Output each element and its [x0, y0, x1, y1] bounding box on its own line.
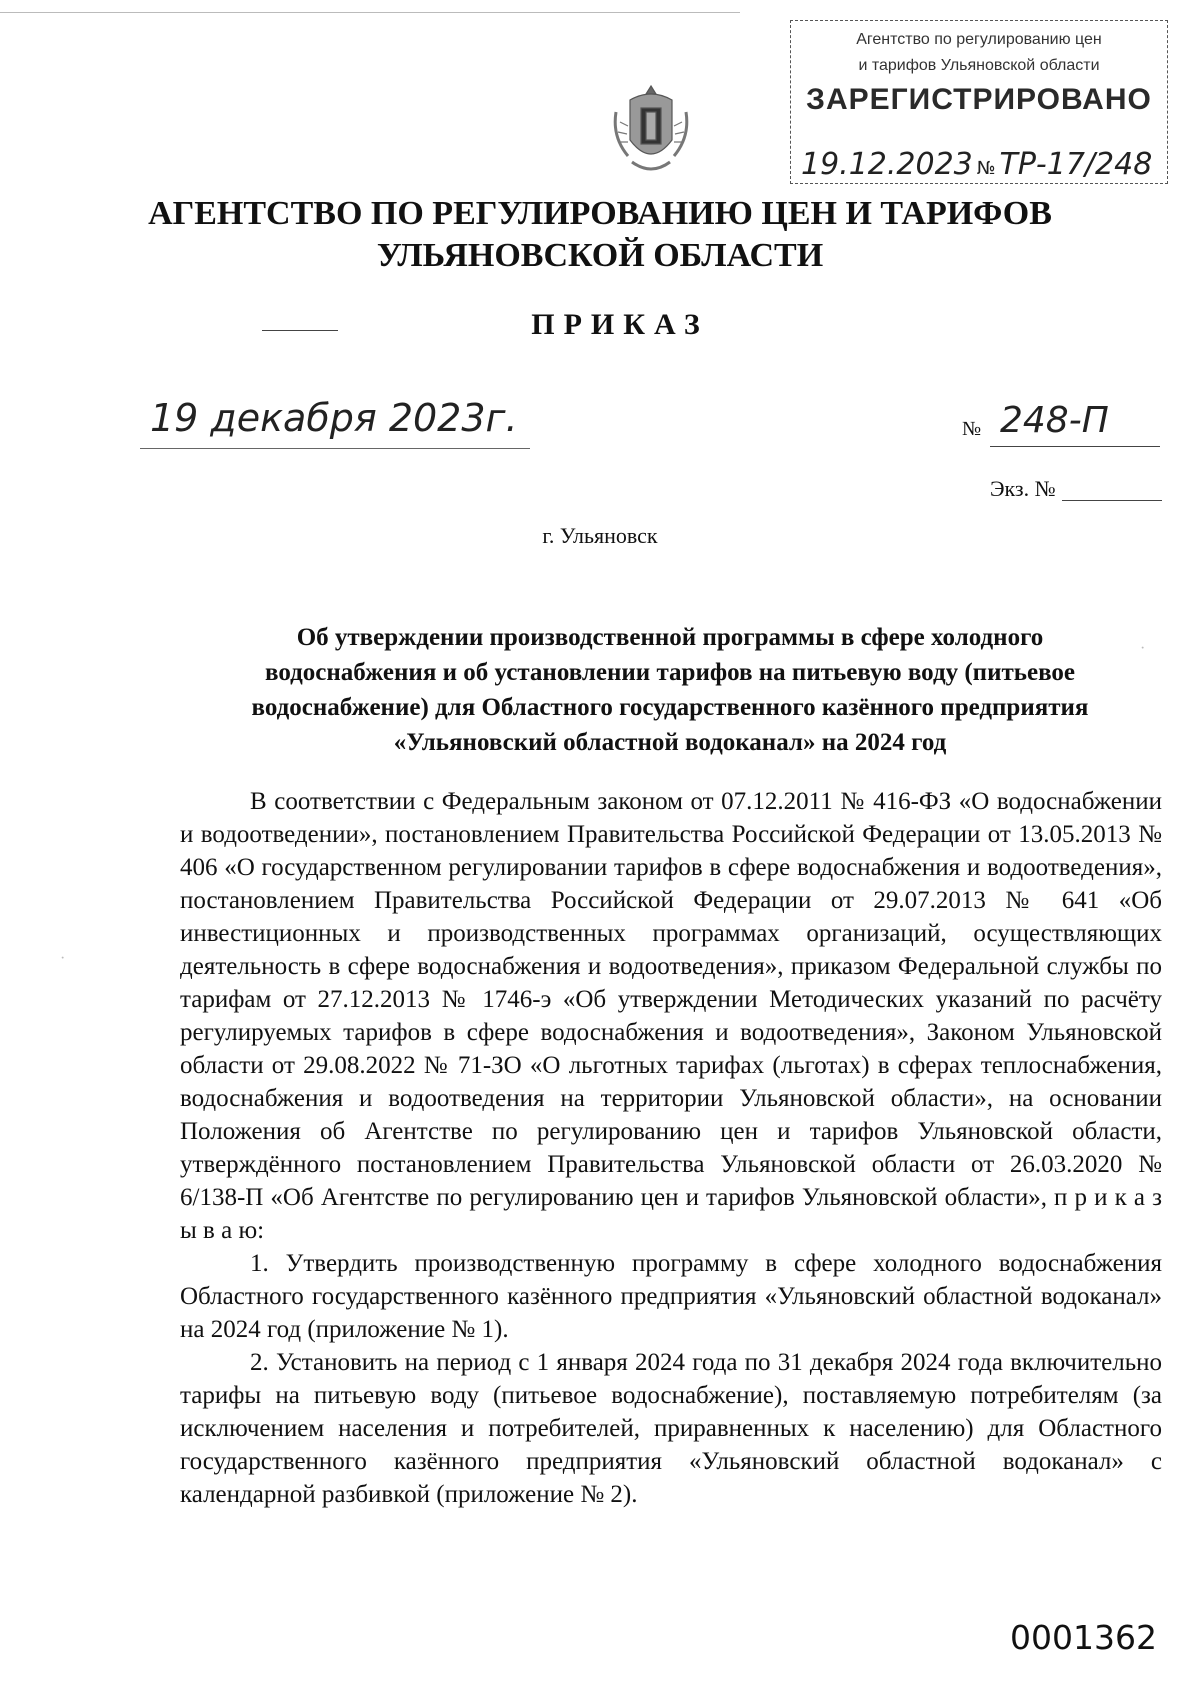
- registration-stamp: [790, 20, 1168, 184]
- stamp-agency-line1: Агентство по регулированию цен: [856, 31, 1102, 48]
- order-number-line: [990, 446, 1160, 447]
- stamp-date: 19.12.2023: [801, 147, 973, 182]
- scan-edge-line: [0, 12, 740, 13]
- document-type: ПРИКАЗ: [531, 308, 709, 341]
- order-number-label: №: [962, 418, 982, 440]
- order-item-1: 1. Утвердить производственную программу в сфере холодного водоснабжения Областного государственного казённого предприятия «Ульяновский областной водоканал» на 2024 год (приложение № 1).: [180, 1250, 1162, 1343]
- stamp-registered: ЗАРЕГИСТРИРОВАНО: [806, 83, 1152, 116]
- stamp-agency-line2: и тарифов Ульяновской области: [858, 57, 1100, 74]
- copy-number-line: [1062, 500, 1162, 501]
- subject-line3: водоснабжение) для Областного государственного казённого предприятия: [251, 694, 1089, 721]
- scan-speck: ·: [1140, 640, 1146, 657]
- stamp-no-label: №: [976, 158, 996, 179]
- stamp-number: ТР-17/248: [999, 147, 1153, 182]
- preamble-paragraph: В соответствии с Федеральным законом от 07.12.2011 № 416-ФЗ «О водоснабжении и водоотведении», постановлением Правительства Российской Федерации от 13.05.2013 № 406 «О государственном регулировании тарифов в сфере водоснабжения и водоотведения», постановлением Правительства Российской Федерации от 29.07.2013 № 641 «Об инвестиционных и производственных программах организаций, осуществляющих деятельность в сфере водоснабжения и водоотведения», приказом Федеральной службы по тарифам от 27.12.2013 № 1746-э «Об утверждении Методических указаний по расчёту регулируемых тарифов в сфере водоснабжения и водоотведения», Законом Ульяновской области от 29.08.2022 № 71-ЗО «О льготных тарифах (льготах) в сферах теплоснабжения, водоснабжения и водоотведения на территории Ульяновской области», на основании Положения об Агентстве по регулированию цен и тарифов Ульяновской области, утверждённого постановлением Правительства Ульяновской области от 26.03.2020 № 6/138-П «Об Агентстве по регулированию цен и тарифов Ульяновской области», п р и к а з ы в а ю:: [180, 788, 1162, 1244]
- copy-number-label: Экз. №: [990, 476, 1056, 501]
- subject-line2: водоснабжения и об установлении тарифов на питьевую воду (питьевое: [264, 659, 1075, 686]
- order-body: [180, 785, 1162, 1511]
- agency-title-line1: АГЕНТСТВО ПО РЕГУЛИРОВАНИЮ ЦЕН И ТАРИФОВ: [148, 195, 1052, 232]
- order-date-handwritten: 19 декабря 2023г.: [150, 396, 518, 440]
- date-underline: [140, 448, 530, 449]
- coat-of-arms-icon: [610, 82, 692, 178]
- city: г. Ульяновск: [542, 523, 658, 548]
- agency-title-line2: УЛЬЯНОВСКОЙ ОБЛАСТИ: [376, 237, 824, 274]
- scan-speck: ·: [60, 950, 66, 967]
- stamp-registration-number: [801, 147, 1152, 182]
- subject-line1: Об утверждении производственной программы в сфере холодного: [296, 624, 1044, 651]
- agency-title: [0, 193, 1200, 277]
- order-number-handwritten: 248-П: [1000, 400, 1109, 441]
- document-serial-number: 0001362: [1010, 1618, 1157, 1657]
- order-item-2: 2. Установить на период с 1 января 2024 года по 31 декабря 2024 года включительно тарифы на питьевую воду (питьевое водоснабжение), поставляемую потребителям (за исключением населения и потребителей, приравненных к населению) для Областного государственного казённого предприятия «Ульяновский областной водоканал» с календарной разбивкой (приложение № 2).: [180, 1349, 1162, 1508]
- order-subject: [180, 620, 1160, 760]
- subject-line4: «Ульяновский областной водоканал» на 2024 год: [393, 729, 947, 756]
